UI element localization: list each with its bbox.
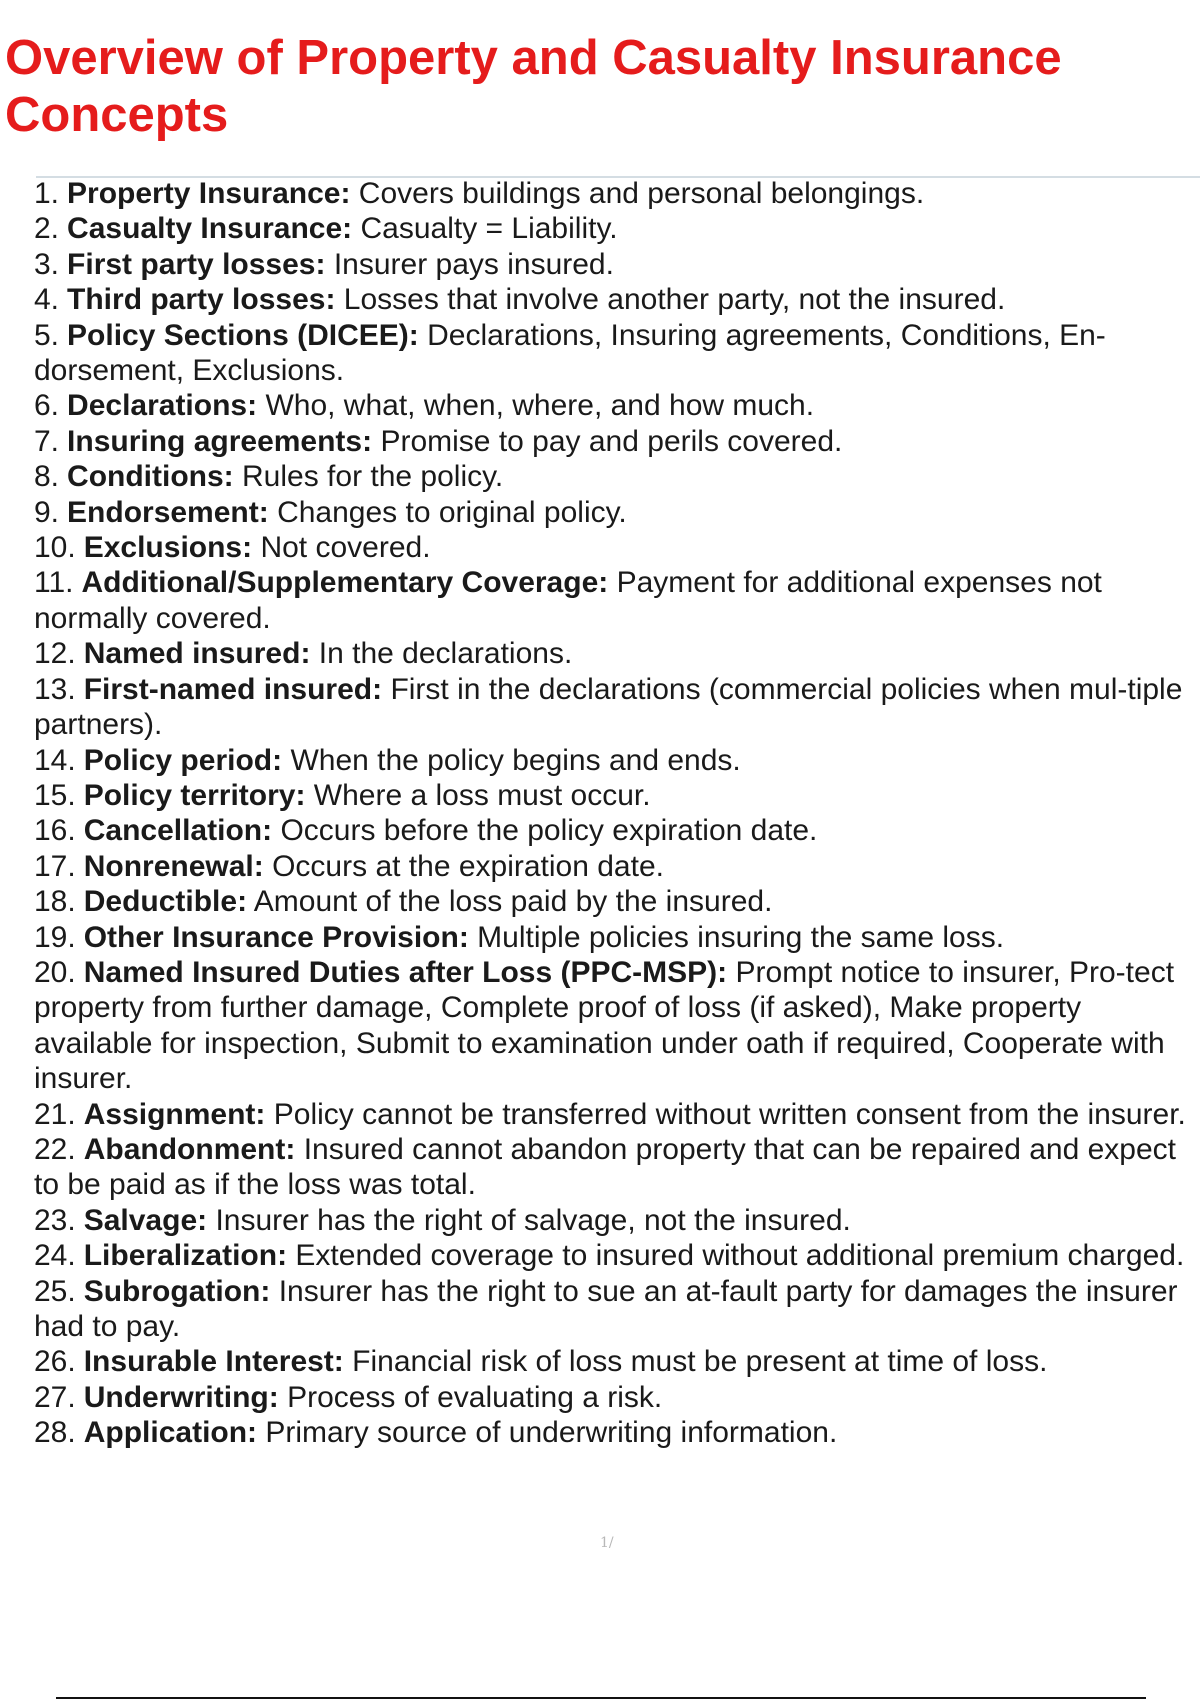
item-term: Deductible:	[83, 885, 248, 919]
item-term: Casualty Insurance:	[67, 212, 353, 246]
item-description: Declarations, Insuring agreements, Conditions, En-dorsement, Exclusions.	[34, 318, 1106, 388]
item-number: 24.	[34, 1239, 76, 1273]
list-item	[34, 1097, 1200, 1132]
item-number: 20.	[34, 955, 76, 989]
item-description: In the declarations.	[318, 637, 573, 671]
item-description: First in the declarations (commercial policies when mul-tiple partners).	[34, 672, 1183, 742]
item-description: Changes to original policy.	[277, 495, 627, 529]
item-number: 17.	[34, 849, 76, 883]
list-item	[34, 743, 1200, 778]
list-item	[34, 247, 1200, 282]
item-number: 22.	[34, 1132, 76, 1166]
concept-list	[34, 176, 1200, 1451]
item-description: Process of evaluating a risk.	[287, 1380, 663, 1414]
list-item	[34, 1132, 1200, 1203]
list-item	[34, 459, 1200, 494]
item-number: 4.	[34, 283, 60, 317]
item-term: Named insured:	[83, 637, 311, 671]
item-term: Insurable Interest:	[83, 1345, 344, 1379]
page-title: Overview of Property and Casualty Insurance Concepts	[5, 31, 1062, 142]
list-item	[34, 530, 1200, 565]
item-number: 15.	[34, 778, 76, 812]
item-term: Exclusions:	[83, 531, 253, 565]
item-term: Endorsement:	[67, 495, 269, 529]
item-number: 16.	[34, 814, 76, 848]
list-item	[34, 1380, 1200, 1415]
list-item	[34, 920, 1200, 955]
item-term: Cancellation:	[83, 814, 273, 848]
item-term: First-named insured:	[83, 672, 383, 706]
item-term: Additional/Supplementary Coverage:	[81, 566, 609, 600]
item-description: Not covered.	[260, 531, 431, 565]
item-number: 3.	[34, 247, 60, 281]
item-number: 7.	[34, 424, 60, 458]
item-term: Declarations:	[67, 389, 258, 423]
item-description: Casualty = Liability.	[360, 212, 618, 246]
page-number: 1/	[600, 1535, 614, 1551]
item-description: Financial risk of loss must be present at time of loss.	[352, 1345, 1048, 1379]
list-item	[34, 282, 1200, 317]
list-item	[34, 955, 1200, 1097]
item-number: 23.	[34, 1203, 76, 1237]
list-item	[34, 495, 1200, 530]
list-item	[34, 388, 1200, 423]
item-number: 14.	[34, 743, 76, 777]
item-number: 9.	[34, 495, 60, 529]
item-number: 25.	[34, 1274, 76, 1308]
list-item	[34, 884, 1200, 919]
list-item	[34, 565, 1200, 636]
item-term: Policy period:	[83, 743, 283, 777]
item-description: Insurer pays insured.	[333, 247, 614, 281]
item-description: Rules for the policy.	[242, 460, 504, 494]
item-term: Other Insurance Provision:	[83, 920, 469, 954]
item-term: Liberalization:	[83, 1239, 288, 1273]
item-term: Salvage:	[83, 1203, 208, 1237]
item-term: Property Insurance:	[67, 177, 351, 210]
item-term: Nonrenewal:	[83, 849, 264, 883]
item-number: 1.	[34, 177, 60, 210]
list-item	[34, 672, 1200, 743]
item-description: Insurer has the right of salvage, not the insured.	[215, 1203, 851, 1237]
item-number: 18.	[34, 885, 76, 919]
list-item	[34, 176, 1200, 211]
item-description: Amount of the loss paid by the insured.	[253, 885, 773, 919]
item-description: Prompt notice to insurer, Pro-tect property from further damage, Complete proof of loss (if asked), Make property available for inspection, Submit to examination under oath if required, Cooperate with insurer.	[34, 955, 1175, 1096]
item-term: Third party losses:	[67, 283, 336, 317]
item-description: Promise to pay and perils covered.	[380, 424, 843, 458]
item-description: Insurer has the right to sue an at-fault party for damages the insurer had to pay.	[34, 1274, 1178, 1343]
item-number: 5.	[34, 318, 60, 352]
item-term: Assignment:	[83, 1097, 266, 1131]
item-term: Underwriting:	[83, 1380, 279, 1414]
item-number: 10.	[34, 531, 76, 565]
list-item	[34, 424, 1200, 459]
item-number: 12.	[34, 637, 76, 671]
item-number: 21.	[34, 1097, 76, 1131]
item-term: Policy Sections (DICEE):	[67, 318, 419, 352]
list-item	[34, 318, 1200, 389]
item-term: Conditions:	[67, 460, 234, 494]
item-term: Policy territory:	[83, 778, 306, 812]
list-item	[34, 813, 1200, 848]
item-number: 27.	[34, 1380, 76, 1414]
item-description: Payment for additional expenses not normally covered.	[34, 566, 1102, 635]
list-item	[34, 1344, 1200, 1379]
item-number: 2.	[34, 212, 60, 246]
item-term: Application:	[83, 1416, 258, 1450]
item-term: Named Insured Duties after Loss (PPC-MSP):	[83, 955, 728, 989]
item-description: Extended coverage to insured without additional premium charged.	[295, 1239, 1185, 1273]
list-item	[34, 211, 1200, 246]
item-term: First party losses:	[67, 247, 326, 281]
bottom-divider	[56, 1697, 1146, 1699]
item-number: 28.	[34, 1416, 76, 1450]
list-item	[34, 1238, 1200, 1273]
item-term: Abandonment:	[83, 1132, 296, 1166]
item-description: When the policy begins and ends.	[290, 743, 741, 777]
item-description: Multiple policies insuring the same loss.	[477, 920, 1005, 954]
item-description: Policy cannot be transferred without written consent from the insurer.	[273, 1097, 1186, 1131]
item-number: 11.	[34, 566, 74, 600]
item-description: Occurs at the expiration date.	[272, 849, 664, 883]
item-description: Losses that involve another party, not the insured.	[343, 283, 1006, 317]
list-item	[34, 849, 1200, 884]
item-description: Insured cannot abandon property that can be repaired and expect to be paid as if the loss was total.	[34, 1132, 1176, 1202]
item-number: 13.	[34, 672, 76, 706]
item-number: 19.	[34, 920, 76, 954]
item-number: 26.	[34, 1345, 76, 1379]
item-description: Primary source of underwriting information.	[265, 1416, 838, 1450]
list-item	[34, 1274, 1200, 1345]
list-item	[34, 1415, 1200, 1450]
item-number: 8.	[34, 460, 60, 494]
list-item	[34, 778, 1200, 813]
item-description: Covers buildings and personal belongings.	[358, 177, 925, 210]
item-term: Insuring agreements:	[67, 424, 373, 458]
list-item	[34, 636, 1200, 671]
item-number: 6.	[34, 389, 60, 423]
item-description: Where a loss must occur.	[313, 778, 651, 812]
item-term: Subrogation:	[83, 1274, 271, 1308]
list-item	[34, 1203, 1200, 1238]
item-description: Who, what, when, where, and how much.	[265, 389, 815, 423]
item-description: Occurs before the policy expiration date.	[280, 814, 818, 848]
